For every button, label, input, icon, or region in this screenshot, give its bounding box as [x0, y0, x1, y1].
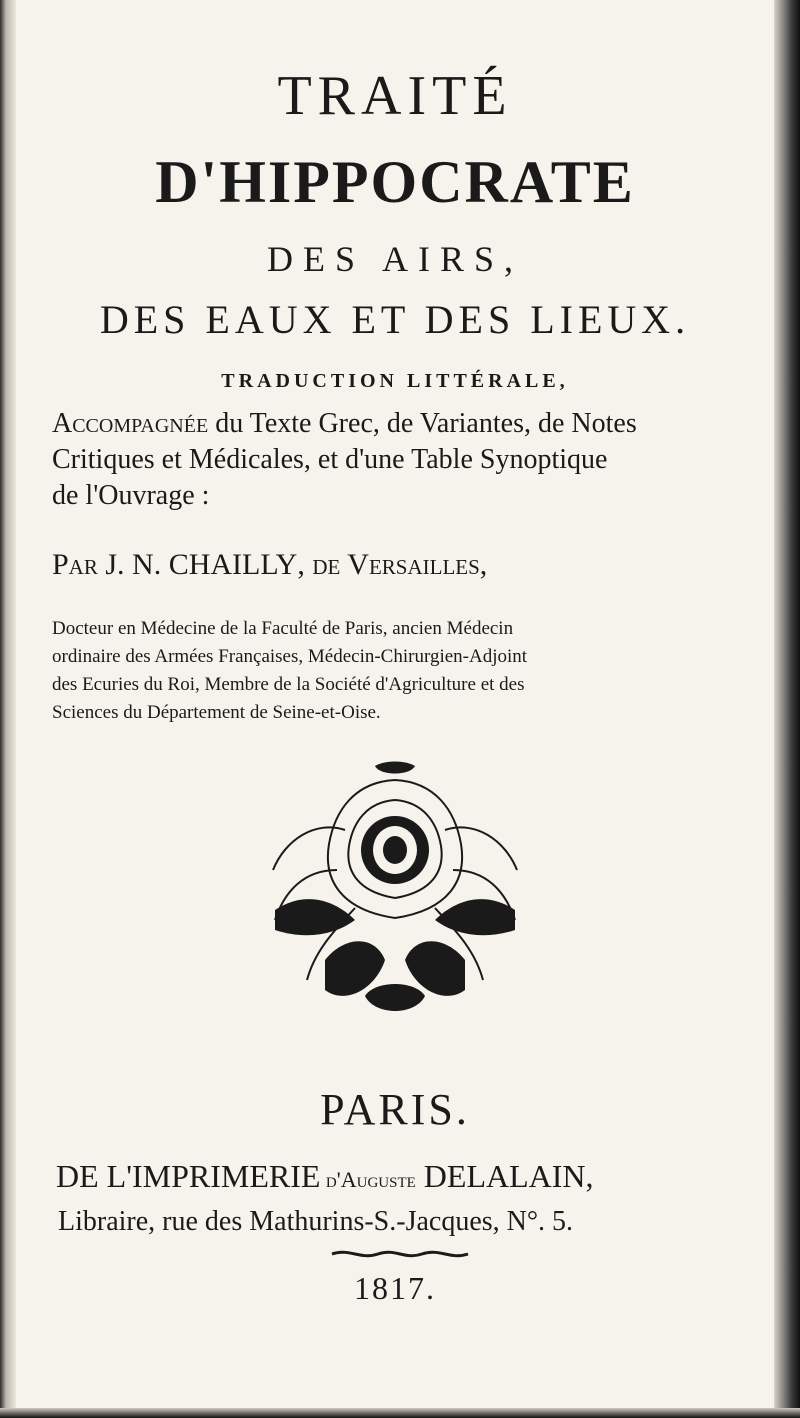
page-left-edge — [0, 0, 16, 1418]
accompaniment-line-1 — [52, 408, 752, 440]
accompaniment-line-3: de l'Ouvrage : — [52, 480, 210, 511]
accompaniment-line-2: Critiques et Médicales, et d'une Table Synoptique — [52, 444, 608, 475]
imprint-line — [56, 1158, 594, 1195]
imprint-prefix: DE L'IMPRIMERIE — [56, 1158, 321, 1194]
imprint-publisher-given: d'Auguste — [320, 1167, 416, 1192]
publication-year: 1817. — [354, 1270, 436, 1306]
author-name: J. N. CHAILLY — [105, 548, 298, 581]
page-right-edge — [774, 0, 800, 1418]
translation-note: TRADUCTION LITTÉRALE, — [221, 370, 569, 392]
title-line-4: DES EAUX ET DES LIEUX. — [99, 297, 691, 342]
title-line-1: TRAITÉ — [277, 65, 513, 127]
decorative-rule — [330, 1246, 470, 1262]
bookseller-address: Libraire, rue des Mathurins-S.-Jacques, N°. 5. — [58, 1206, 574, 1237]
credentials-line-2: ordinaire des Armées Françaises, Médecin-Chirurgien-Adjoint — [52, 646, 528, 667]
author-prefix: Par — [52, 548, 98, 581]
credentials-line-3: des Ecuries du Roi, Membre de la Société d'Agriculture et des — [52, 674, 525, 695]
author-place: , de Versailles, — [297, 548, 488, 581]
page-bottom-edge — [0, 1408, 800, 1418]
accompaniment-line-1-text: du Texte Grec, de Variantes, de Notes — [208, 408, 637, 439]
author-line — [52, 548, 752, 582]
imprint-publisher-name: DELALAIN, — [415, 1158, 594, 1194]
city: PARIS. — [320, 1085, 470, 1134]
title-line-2: D'HIPPOCRATE — [155, 149, 635, 215]
printers-ornament-vignette-icon — [245, 760, 545, 1030]
credentials-line-1: Docteur en Médecine de la Faculté de Paris, ancien Médecin — [52, 618, 514, 639]
accompaniment-lead: Accompagnée — [52, 408, 209, 439]
credentials-line-4: Sciences du Département de Seine-et-Oise. — [52, 702, 381, 723]
title-line-3: DES AIRS, — [266, 239, 524, 279]
